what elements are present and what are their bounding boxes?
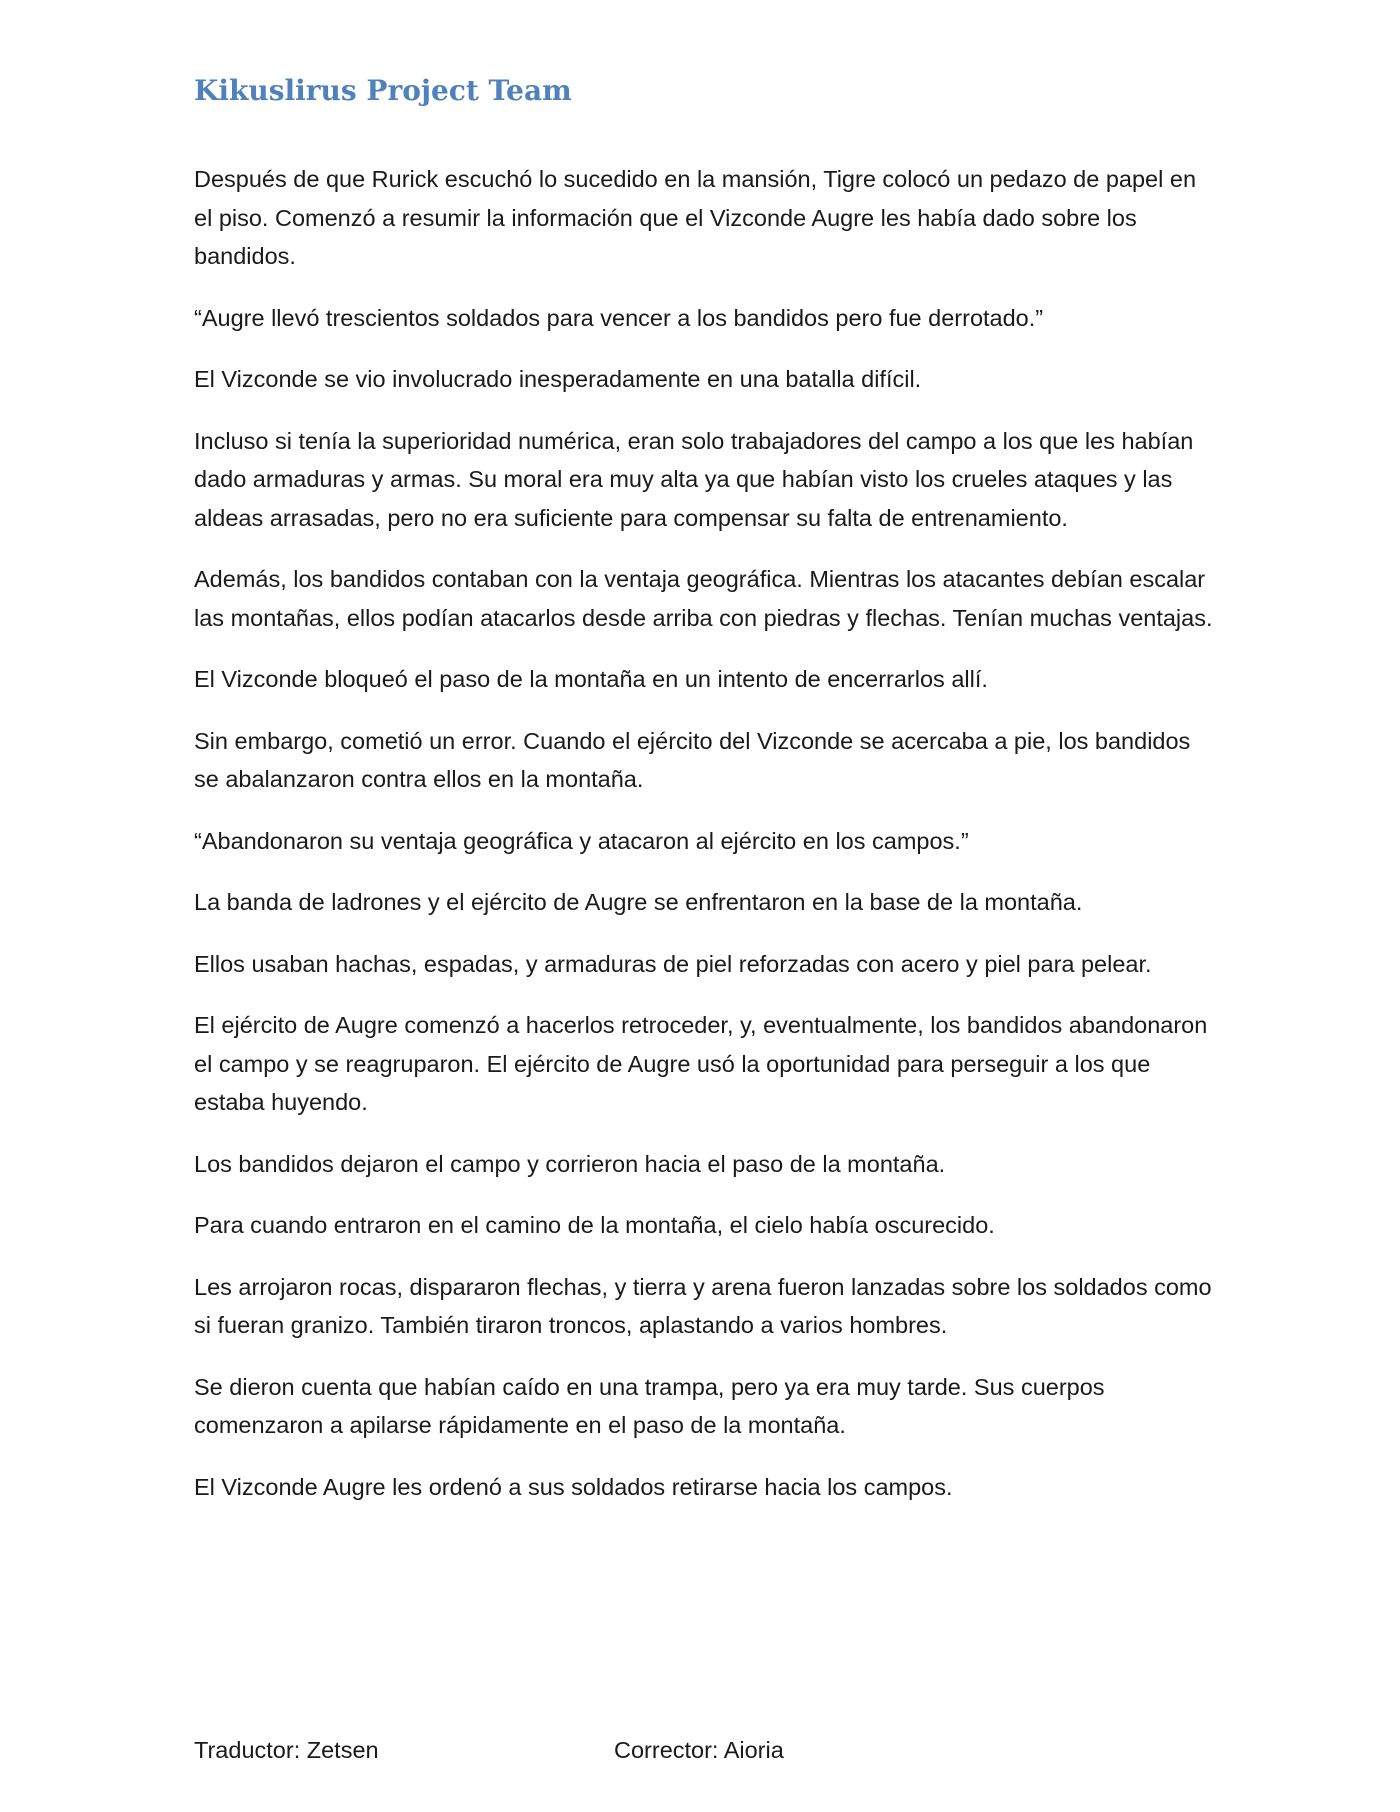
paragraph-10: Ellos usaban hachas, espadas, y armaduras de piel reforzadas con acero y piel para pelear. (194, 950, 1152, 977)
paragraph-13: Para cuando entraron en el camino de la montaña, el cielo había oscurecido. (194, 1212, 995, 1238)
paragraph-11: El ejército de Augre comenzó a hacerlos retroceder, y, eventualmente, los bandidos abandonaron el campo y se reagruparon. El ejército de Augre usó la oportunidad para perseguir a los que estaba huyendo. (194, 1012, 1208, 1115)
paragraph-2: “Augre llevó trescientos soldados para vencer a los bandidos pero fue derrotado.” (194, 304, 1044, 331)
paragraph-12: Los bandidos dejaron el campo y corrieron hacia el paso de la montaña. (194, 1150, 946, 1177)
paragraph-6: El Vizconde bloqueó el paso de la montaña en un intento de encerrarlos allí. (194, 666, 988, 692)
paragraph-16: El Vizconde Augre les ordenó a sus soldados retirarse hacia los campos. (194, 1473, 953, 1500)
header-title: Kikuslirus Project Team (194, 74, 572, 107)
paragraph-7: Sin embargo, cometió un error. Cuando el ejército del Vizconde se acercaba a pie, los bandidos se abalanzaron contra ellos en la montaña. (194, 727, 1191, 792)
paragraph-14: Les arrojaron rocas, dispararon flechas, y tierra y arena fueron lanzadas sobre los soldados como si fueran granizo. También tiraron troncos, aplastando a varios hombres. (194, 1273, 1212, 1338)
paragraph-8: “Abandonaron su ventaja geográfica y atacaron al ejército en los campos.” (194, 827, 969, 854)
paragraph-9: La banda de ladrones y el ejército de Augre se enfrentaron en la base de la montaña. (194, 889, 1083, 915)
paragraph-4: Incluso si tenía la superioridad numérica, eran solo trabajadores del campo a los que les habían dado armaduras y armas. Su moral era muy alta ya que habían visto los crueles ataques y las aldeas arrasadas, pero no era suficiente para compensar su falta de entrenamiento. (194, 427, 1194, 531)
paragraph-15: Se dieron cuenta que habían caído en una trampa, pero ya era muy tarde. Sus cuerpos comenzaron a apilarse rápidamente en el paso de la montaña. (194, 1373, 1105, 1438)
paragraph-5: Además, los bandidos contaban con la ventaja geográfica. Mientras los atacantes debían escalar las montañas, ellos podían atacarlos desde arriba con piedras y flechas. Tenían muchas ventajas. (194, 566, 1213, 631)
footer-translator: Traductor: Zetsen (194, 1737, 379, 1763)
paragraph-1: Después de que Rurick escuchó lo sucedido en la mansión, Tigre colocó un pedazo de papel en el piso. Comenzó a resumir la información que el Vizconde Augre les había dado sobre los bandidos. (194, 166, 1197, 269)
body-text (194, 160, 1214, 1529)
paragraph-3: El Vizconde se vio involucrado inesperadamente en una batalla difícil. (194, 366, 922, 392)
footer-corrector: Corrector: Aioria (614, 1737, 784, 1763)
